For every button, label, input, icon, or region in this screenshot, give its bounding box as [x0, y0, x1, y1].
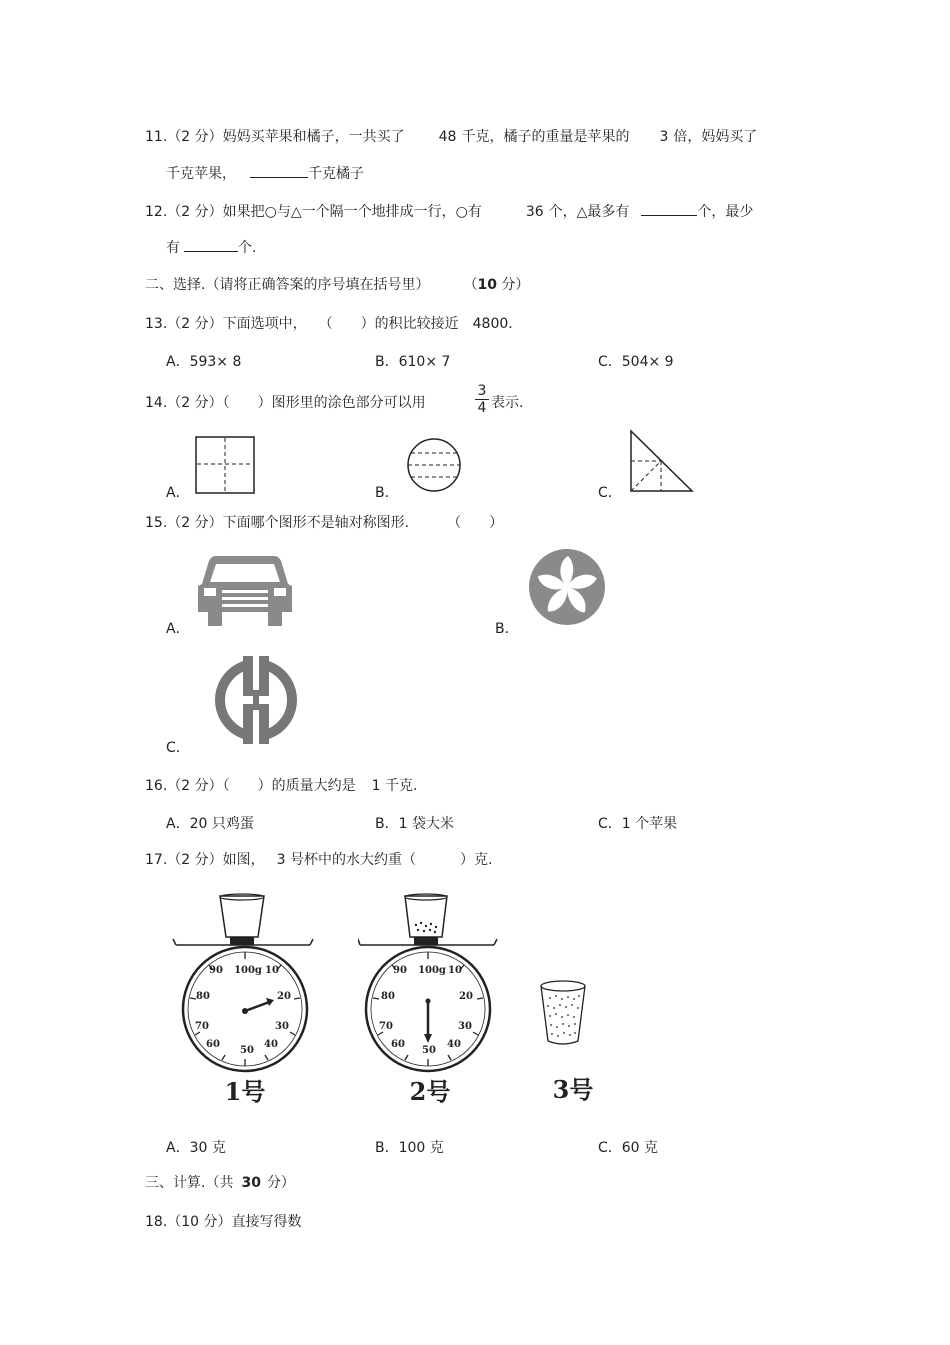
question-score: （2 分） — [167, 316, 223, 332]
dial-label: 50 — [240, 1045, 254, 1056]
question-15 — [145, 513, 503, 533]
question-14 — [145, 393, 426, 413]
question-text: 个. — [238, 240, 257, 256]
question-text: 有 — [166, 240, 180, 256]
question-text: 妈妈买苹果和橘子，一共买了 — [222, 129, 405, 145]
dial-label: 80 — [381, 991, 395, 1002]
option-a[interactable]: A． — [166, 485, 190, 501]
answer-blank[interactable] — [250, 163, 308, 178]
fraction-denominator: 4 — [477, 400, 487, 416]
answer-paren[interactable]: （ ） — [222, 778, 272, 794]
option-c[interactable]: C． — [166, 740, 190, 756]
question-text: 千克苹果， — [166, 166, 236, 182]
question-score: （2 分） — [167, 204, 223, 220]
question-text: 如图， — [222, 852, 265, 868]
answer-paren[interactable]: （ ） — [222, 395, 272, 411]
question-score: （2 分） — [167, 515, 223, 531]
question-score: （2 分） — [167, 852, 223, 868]
question-text: 的积比较接近 — [374, 316, 459, 332]
question-text: 下面选项中， — [222, 316, 307, 332]
dial-label: 70 — [195, 1021, 209, 1032]
question-score: （2 分） — [167, 395, 223, 411]
question-text: ）克. — [459, 852, 493, 868]
question-text: 如果把○与△一个隔一个地排成一行，○有 — [222, 204, 482, 220]
section-title: 二、选择.（请将正确答案的序号填在括号里） — [145, 277, 430, 293]
dial-label: 10 — [265, 965, 279, 976]
question-18 — [145, 1212, 302, 1232]
dial-label-top: 100g — [418, 965, 446, 976]
answer-blank[interactable] — [641, 201, 697, 216]
dial-label: 40 — [264, 1039, 278, 1050]
option-a[interactable]: A．30 克 — [166, 1140, 226, 1156]
bauhinia-flower-icon — [528, 548, 606, 626]
dial-label: 50 — [422, 1045, 436, 1056]
bank-logo-icon — [212, 656, 300, 744]
section-title: 三、计算.（共 — [145, 1175, 234, 1191]
question-16 — [145, 776, 417, 796]
scale-2-caption: 2号 — [409, 1077, 451, 1106]
option-b[interactable]: B． — [495, 621, 519, 637]
option-b[interactable]: B．610× 7 — [375, 354, 451, 370]
section-score-value: 30 — [241, 1175, 261, 1191]
section-score-open: （ — [463, 277, 478, 293]
question-score: （2 分） — [167, 778, 223, 794]
option-c[interactable]: C． — [598, 485, 622, 501]
section-3-title — [145, 1173, 295, 1193]
dial-label: 70 — [379, 1021, 393, 1032]
question-number: 15. — [145, 515, 168, 531]
value-4800: 4800. — [472, 316, 513, 332]
scale-1-figure — [170, 893, 315, 1113]
option-a[interactable]: A． — [166, 621, 190, 637]
scale-2-figure — [358, 893, 503, 1113]
question-17 — [145, 850, 492, 870]
answer-paren[interactable]: （ ） — [447, 515, 504, 531]
question-number: 12. — [145, 204, 168, 220]
question-number: 17. — [145, 852, 168, 868]
option-b[interactable]: B． — [375, 485, 399, 501]
option-c[interactable]: C．1 个苹果 — [598, 816, 678, 832]
question-score: （10 分） — [167, 1214, 232, 1230]
section-score-value: 10 — [477, 277, 497, 293]
question-number: 13. — [145, 316, 168, 332]
value-1kg: 1 千克. — [371, 778, 418, 794]
dial-label: 30 — [458, 1021, 472, 1032]
question-text: 直接写得数 — [231, 1214, 302, 1230]
dial-label: 40 — [447, 1039, 461, 1050]
dial-label: 20 — [459, 991, 473, 1002]
question-text: 千克橘子 — [308, 166, 364, 182]
option-c[interactable]: C．60 克 — [598, 1140, 659, 1156]
fraction-numerator: 3 — [477, 383, 487, 399]
question-12 — [145, 201, 753, 222]
dial-label: 90 — [393, 965, 407, 976]
value-36: 36 — [525, 204, 544, 220]
question-text: 的质量大约是 — [271, 778, 356, 794]
dial-label: 10 — [448, 965, 462, 976]
question-text: 图形里的涂色部分可以用 — [271, 395, 426, 411]
question-12-line2 — [166, 237, 256, 258]
triangle-figure — [628, 428, 696, 494]
dial-label: 30 — [275, 1021, 289, 1032]
question-text: 千克，橘子的重量是苹果的 — [461, 129, 630, 145]
question-11 — [145, 127, 757, 147]
question-text: 个，△最多有 — [548, 204, 630, 220]
question-text: 下面哪个图形不是轴对称图形. — [222, 515, 410, 531]
dial-label-top: 100g — [234, 965, 262, 976]
question-text: 3 号杯中的水大约重（ — [276, 852, 416, 868]
question-14-tail: 表示. — [491, 395, 524, 411]
dial-label: 20 — [277, 991, 291, 1002]
question-number: 16. — [145, 778, 168, 794]
cup-3-caption: 3号 — [552, 1075, 594, 1104]
cup-3-figure — [536, 976, 606, 1106]
circle-figure — [405, 437, 463, 493]
question-11-line2 — [166, 163, 364, 184]
dial-label: 80 — [196, 991, 210, 1002]
question-text: 倍，妈妈买了 — [673, 129, 758, 145]
option-c[interactable]: C．504× 9 — [598, 354, 674, 370]
question-13 — [145, 314, 513, 334]
scale-1-caption: 1号 — [224, 1077, 266, 1106]
dial-label: 60 — [206, 1039, 220, 1050]
section-score-close: 分） — [266, 1175, 295, 1191]
option-a[interactable]: A．593× 8 — [166, 354, 242, 370]
dial-label: 90 — [209, 965, 223, 976]
question-score: （2 分） — [167, 129, 223, 145]
section-score-close: 分） — [496, 277, 530, 293]
question-number: 14. — [145, 395, 168, 411]
fraction-three-quarters — [475, 384, 489, 415]
section-2-title — [145, 275, 529, 295]
value-48: 48 — [438, 129, 457, 145]
question-number: 11. — [145, 129, 168, 145]
answer-blank[interactable] — [184, 237, 238, 252]
option-b[interactable]: B．100 克 — [375, 1140, 444, 1156]
option-a[interactable]: A．20 只鸡蛋 — [166, 816, 254, 832]
question-number: 18. — [145, 1214, 168, 1230]
option-b[interactable]: B．1 袋大米 — [375, 816, 454, 832]
answer-paren[interactable]: （ ） — [318, 316, 375, 332]
question-text: 个，最少 — [697, 204, 754, 220]
car-icon — [196, 548, 294, 630]
value-3: 3 — [659, 129, 669, 145]
square-figure — [195, 436, 255, 494]
dial-label: 60 — [391, 1039, 405, 1050]
